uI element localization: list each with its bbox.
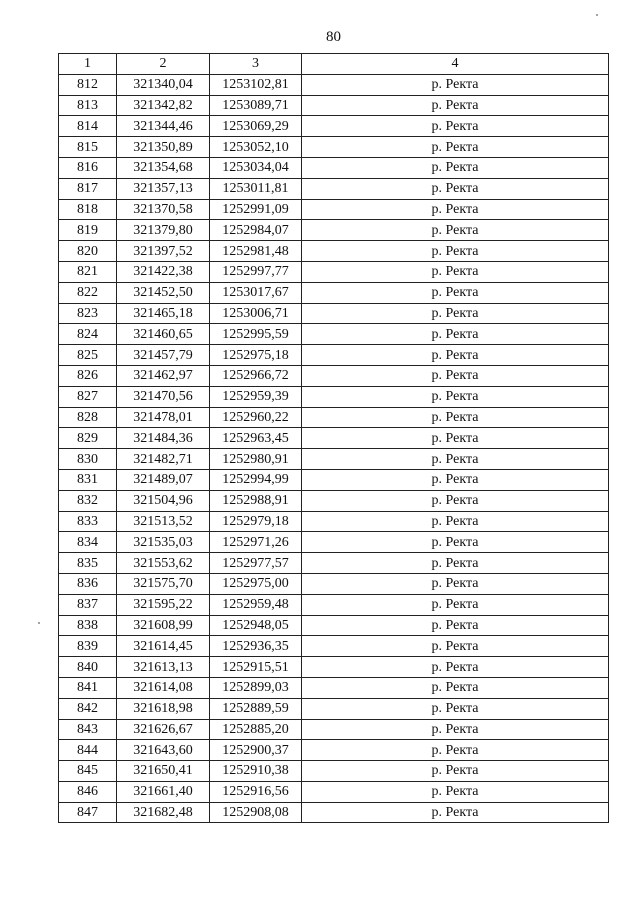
point-number-cell: 826 bbox=[59, 365, 117, 386]
point-number-cell: 813 bbox=[59, 95, 117, 116]
description-cell: р. Ректа bbox=[302, 677, 609, 698]
y-coordinate-cell: 1252980,91 bbox=[210, 449, 302, 470]
y-coordinate-cell: 1253011,81 bbox=[210, 178, 302, 199]
x-coordinate-cell: 321470,56 bbox=[117, 386, 210, 407]
y-coordinate-cell: 1252997,77 bbox=[210, 261, 302, 282]
table-row bbox=[59, 781, 609, 802]
table-row bbox=[59, 657, 609, 678]
point-number-cell: 834 bbox=[59, 532, 117, 553]
description-cell: р. Ректа bbox=[302, 469, 609, 490]
y-coordinate-cell: 1252959,39 bbox=[210, 386, 302, 407]
x-coordinate-cell: 321397,52 bbox=[117, 241, 210, 262]
table-row bbox=[59, 220, 609, 241]
description-cell: р. Ректа bbox=[302, 532, 609, 553]
point-number-cell: 831 bbox=[59, 469, 117, 490]
x-coordinate-cell: 321457,79 bbox=[117, 345, 210, 366]
y-coordinate-cell: 1252966,72 bbox=[210, 365, 302, 386]
table-row bbox=[59, 199, 609, 220]
table-row bbox=[59, 407, 609, 428]
description-cell: р. Ректа bbox=[302, 345, 609, 366]
point-number-cell: 821 bbox=[59, 261, 117, 282]
description-cell: р. Ректа bbox=[302, 365, 609, 386]
point-number-cell: 844 bbox=[59, 740, 117, 761]
x-coordinate-cell: 321370,58 bbox=[117, 199, 210, 220]
table-row bbox=[59, 677, 609, 698]
table-row bbox=[59, 282, 609, 303]
y-coordinate-cell: 1252988,91 bbox=[210, 490, 302, 511]
y-coordinate-cell: 1253034,04 bbox=[210, 157, 302, 178]
header-col-2: 2 bbox=[117, 54, 210, 75]
description-cell: р. Ректа bbox=[302, 407, 609, 428]
description-cell: р. Ректа bbox=[302, 386, 609, 407]
x-coordinate-cell: 321354,68 bbox=[117, 157, 210, 178]
point-number-cell: 829 bbox=[59, 428, 117, 449]
description-cell: р. Ректа bbox=[302, 282, 609, 303]
description-cell: р. Ректа bbox=[302, 303, 609, 324]
table-row bbox=[59, 449, 609, 470]
point-number-cell: 847 bbox=[59, 802, 117, 823]
y-coordinate-cell: 1252885,20 bbox=[210, 719, 302, 740]
table-row bbox=[59, 594, 609, 615]
y-coordinate-cell: 1253052,10 bbox=[210, 137, 302, 158]
y-coordinate-cell: 1252889,59 bbox=[210, 698, 302, 719]
table-row bbox=[59, 698, 609, 719]
x-coordinate-cell: 321357,13 bbox=[117, 178, 210, 199]
description-cell: р. Ректа bbox=[302, 511, 609, 532]
table-row bbox=[59, 365, 609, 386]
point-number-cell: 845 bbox=[59, 761, 117, 782]
point-number-cell: 815 bbox=[59, 137, 117, 158]
x-coordinate-cell: 321575,70 bbox=[117, 573, 210, 594]
point-number-cell: 846 bbox=[59, 781, 117, 802]
table-row bbox=[59, 241, 609, 262]
y-coordinate-cell: 1252908,08 bbox=[210, 802, 302, 823]
header-col-4: 4 bbox=[302, 54, 609, 75]
point-number-cell: 814 bbox=[59, 116, 117, 137]
y-coordinate-cell: 1252971,26 bbox=[210, 532, 302, 553]
y-coordinate-cell: 1252959,48 bbox=[210, 594, 302, 615]
x-coordinate-cell: 321608,99 bbox=[117, 615, 210, 636]
point-number-cell: 828 bbox=[59, 407, 117, 428]
y-coordinate-cell: 1252899,03 bbox=[210, 677, 302, 698]
y-coordinate-cell: 1253069,29 bbox=[210, 116, 302, 137]
x-coordinate-cell: 321460,65 bbox=[117, 324, 210, 345]
y-coordinate-cell: 1252936,35 bbox=[210, 636, 302, 657]
point-number-cell: 824 bbox=[59, 324, 117, 345]
description-cell: р. Ректа bbox=[302, 178, 609, 199]
page-number: 80 bbox=[326, 29, 341, 45]
description-cell: р. Ректа bbox=[302, 137, 609, 158]
x-coordinate-cell: 321484,36 bbox=[117, 428, 210, 449]
table-row bbox=[59, 428, 609, 449]
table-row bbox=[59, 573, 609, 594]
table-row bbox=[59, 157, 609, 178]
description-cell: р. Ректа bbox=[302, 324, 609, 345]
y-coordinate-cell: 1252960,22 bbox=[210, 407, 302, 428]
table-row bbox=[59, 719, 609, 740]
point-number-cell: 819 bbox=[59, 220, 117, 241]
point-number-cell: 833 bbox=[59, 511, 117, 532]
table-row bbox=[59, 74, 609, 95]
point-number-cell: 820 bbox=[59, 241, 117, 262]
description-cell: р. Ректа bbox=[302, 615, 609, 636]
x-coordinate-cell: 321614,08 bbox=[117, 677, 210, 698]
table-row bbox=[59, 137, 609, 158]
description-cell: р. Ректа bbox=[302, 573, 609, 594]
header-col-1: 1 bbox=[59, 54, 117, 75]
description-cell: р. Ректа bbox=[302, 761, 609, 782]
scan-speck bbox=[38, 622, 40, 624]
table-row bbox=[59, 532, 609, 553]
y-coordinate-cell: 1253089,71 bbox=[210, 95, 302, 116]
point-number-cell: 842 bbox=[59, 698, 117, 719]
y-coordinate-cell: 1252975,18 bbox=[210, 345, 302, 366]
table-row bbox=[59, 303, 609, 324]
table-header-row bbox=[59, 54, 609, 75]
description-cell: р. Ректа bbox=[302, 594, 609, 615]
table-row bbox=[59, 345, 609, 366]
description-cell: р. Ректа bbox=[302, 553, 609, 574]
y-coordinate-cell: 1252948,05 bbox=[210, 615, 302, 636]
y-coordinate-cell: 1252979,18 bbox=[210, 511, 302, 532]
y-coordinate-cell: 1252916,56 bbox=[210, 781, 302, 802]
x-coordinate-cell: 321462,97 bbox=[117, 365, 210, 386]
y-coordinate-cell: 1252995,59 bbox=[210, 324, 302, 345]
table-row bbox=[59, 178, 609, 199]
table-body bbox=[59, 74, 609, 823]
description-cell: р. Ректа bbox=[302, 719, 609, 740]
x-coordinate-cell: 321614,45 bbox=[117, 636, 210, 657]
description-cell: р. Ректа bbox=[302, 657, 609, 678]
point-number-cell: 841 bbox=[59, 677, 117, 698]
description-cell: р. Ректа bbox=[302, 220, 609, 241]
y-coordinate-cell: 1252910,38 bbox=[210, 761, 302, 782]
point-number-cell: 823 bbox=[59, 303, 117, 324]
description-cell: р. Ректа bbox=[302, 490, 609, 511]
x-coordinate-cell: 321465,18 bbox=[117, 303, 210, 324]
x-coordinate-cell: 321535,03 bbox=[117, 532, 210, 553]
point-number-cell: 816 bbox=[59, 157, 117, 178]
point-number-cell: 822 bbox=[59, 282, 117, 303]
x-coordinate-cell: 321344,46 bbox=[117, 116, 210, 137]
x-coordinate-cell: 321682,48 bbox=[117, 802, 210, 823]
y-coordinate-cell: 1252991,09 bbox=[210, 199, 302, 220]
description-cell: р. Ректа bbox=[302, 157, 609, 178]
y-coordinate-cell: 1252981,48 bbox=[210, 241, 302, 262]
table-row bbox=[59, 324, 609, 345]
description-cell: р. Ректа bbox=[302, 95, 609, 116]
point-number-cell: 838 bbox=[59, 615, 117, 636]
coordinates-table bbox=[58, 53, 609, 823]
x-coordinate-cell: 321340,04 bbox=[117, 74, 210, 95]
description-cell: р. Ректа bbox=[302, 428, 609, 449]
table-row bbox=[59, 469, 609, 490]
x-coordinate-cell: 321379,80 bbox=[117, 220, 210, 241]
description-cell: р. Ректа bbox=[302, 802, 609, 823]
x-coordinate-cell: 321478,01 bbox=[117, 407, 210, 428]
description-cell: р. Ректа bbox=[302, 740, 609, 761]
table-row bbox=[59, 761, 609, 782]
y-coordinate-cell: 1252977,57 bbox=[210, 553, 302, 574]
point-number-cell: 837 bbox=[59, 594, 117, 615]
description-cell: р. Ректа bbox=[302, 116, 609, 137]
point-number-cell: 843 bbox=[59, 719, 117, 740]
scan-speck bbox=[596, 14, 598, 16]
x-coordinate-cell: 321643,60 bbox=[117, 740, 210, 761]
y-coordinate-cell: 1252975,00 bbox=[210, 573, 302, 594]
point-number-cell: 827 bbox=[59, 386, 117, 407]
x-coordinate-cell: 321513,52 bbox=[117, 511, 210, 532]
description-cell: р. Ректа bbox=[302, 241, 609, 262]
point-number-cell: 832 bbox=[59, 490, 117, 511]
x-coordinate-cell: 321553,62 bbox=[117, 553, 210, 574]
table-row bbox=[59, 116, 609, 137]
description-cell: р. Ректа bbox=[302, 781, 609, 802]
x-coordinate-cell: 321626,67 bbox=[117, 719, 210, 740]
description-cell: р. Ректа bbox=[302, 74, 609, 95]
point-number-cell: 836 bbox=[59, 573, 117, 594]
table-row bbox=[59, 511, 609, 532]
point-number-cell: 835 bbox=[59, 553, 117, 574]
table-row bbox=[59, 802, 609, 823]
table-row bbox=[59, 490, 609, 511]
description-cell: р. Ректа bbox=[302, 698, 609, 719]
x-coordinate-cell: 321342,82 bbox=[117, 95, 210, 116]
y-coordinate-cell: 1252900,37 bbox=[210, 740, 302, 761]
y-coordinate-cell: 1252994,99 bbox=[210, 469, 302, 490]
x-coordinate-cell: 321452,50 bbox=[117, 282, 210, 303]
x-coordinate-cell: 321618,98 bbox=[117, 698, 210, 719]
point-number-cell: 812 bbox=[59, 74, 117, 95]
x-coordinate-cell: 321613,13 bbox=[117, 657, 210, 678]
y-coordinate-cell: 1252963,45 bbox=[210, 428, 302, 449]
x-coordinate-cell: 321504,96 bbox=[117, 490, 210, 511]
table-row bbox=[59, 386, 609, 407]
table-row bbox=[59, 553, 609, 574]
description-cell: р. Ректа bbox=[302, 261, 609, 282]
point-number-cell: 825 bbox=[59, 345, 117, 366]
y-coordinate-cell: 1253017,67 bbox=[210, 282, 302, 303]
x-coordinate-cell: 321350,89 bbox=[117, 137, 210, 158]
point-number-cell: 839 bbox=[59, 636, 117, 657]
y-coordinate-cell: 1253006,71 bbox=[210, 303, 302, 324]
table-row bbox=[59, 95, 609, 116]
x-coordinate-cell: 321489,07 bbox=[117, 469, 210, 490]
table-row bbox=[59, 636, 609, 657]
x-coordinate-cell: 321661,40 bbox=[117, 781, 210, 802]
point-number-cell: 830 bbox=[59, 449, 117, 470]
x-coordinate-cell: 321482,71 bbox=[117, 449, 210, 470]
point-number-cell: 818 bbox=[59, 199, 117, 220]
y-coordinate-cell: 1252984,07 bbox=[210, 220, 302, 241]
y-coordinate-cell: 1253102,81 bbox=[210, 74, 302, 95]
table-row bbox=[59, 615, 609, 636]
description-cell: р. Ректа bbox=[302, 199, 609, 220]
x-coordinate-cell: 321650,41 bbox=[117, 761, 210, 782]
point-number-cell: 840 bbox=[59, 657, 117, 678]
x-coordinate-cell: 321422,38 bbox=[117, 261, 210, 282]
y-coordinate-cell: 1252915,51 bbox=[210, 657, 302, 678]
x-coordinate-cell: 321595,22 bbox=[117, 594, 210, 615]
description-cell: р. Ректа bbox=[302, 636, 609, 657]
point-number-cell: 817 bbox=[59, 178, 117, 199]
header-col-3: 3 bbox=[210, 54, 302, 75]
table-row bbox=[59, 740, 609, 761]
table-row bbox=[59, 261, 609, 282]
description-cell: р. Ректа bbox=[302, 449, 609, 470]
